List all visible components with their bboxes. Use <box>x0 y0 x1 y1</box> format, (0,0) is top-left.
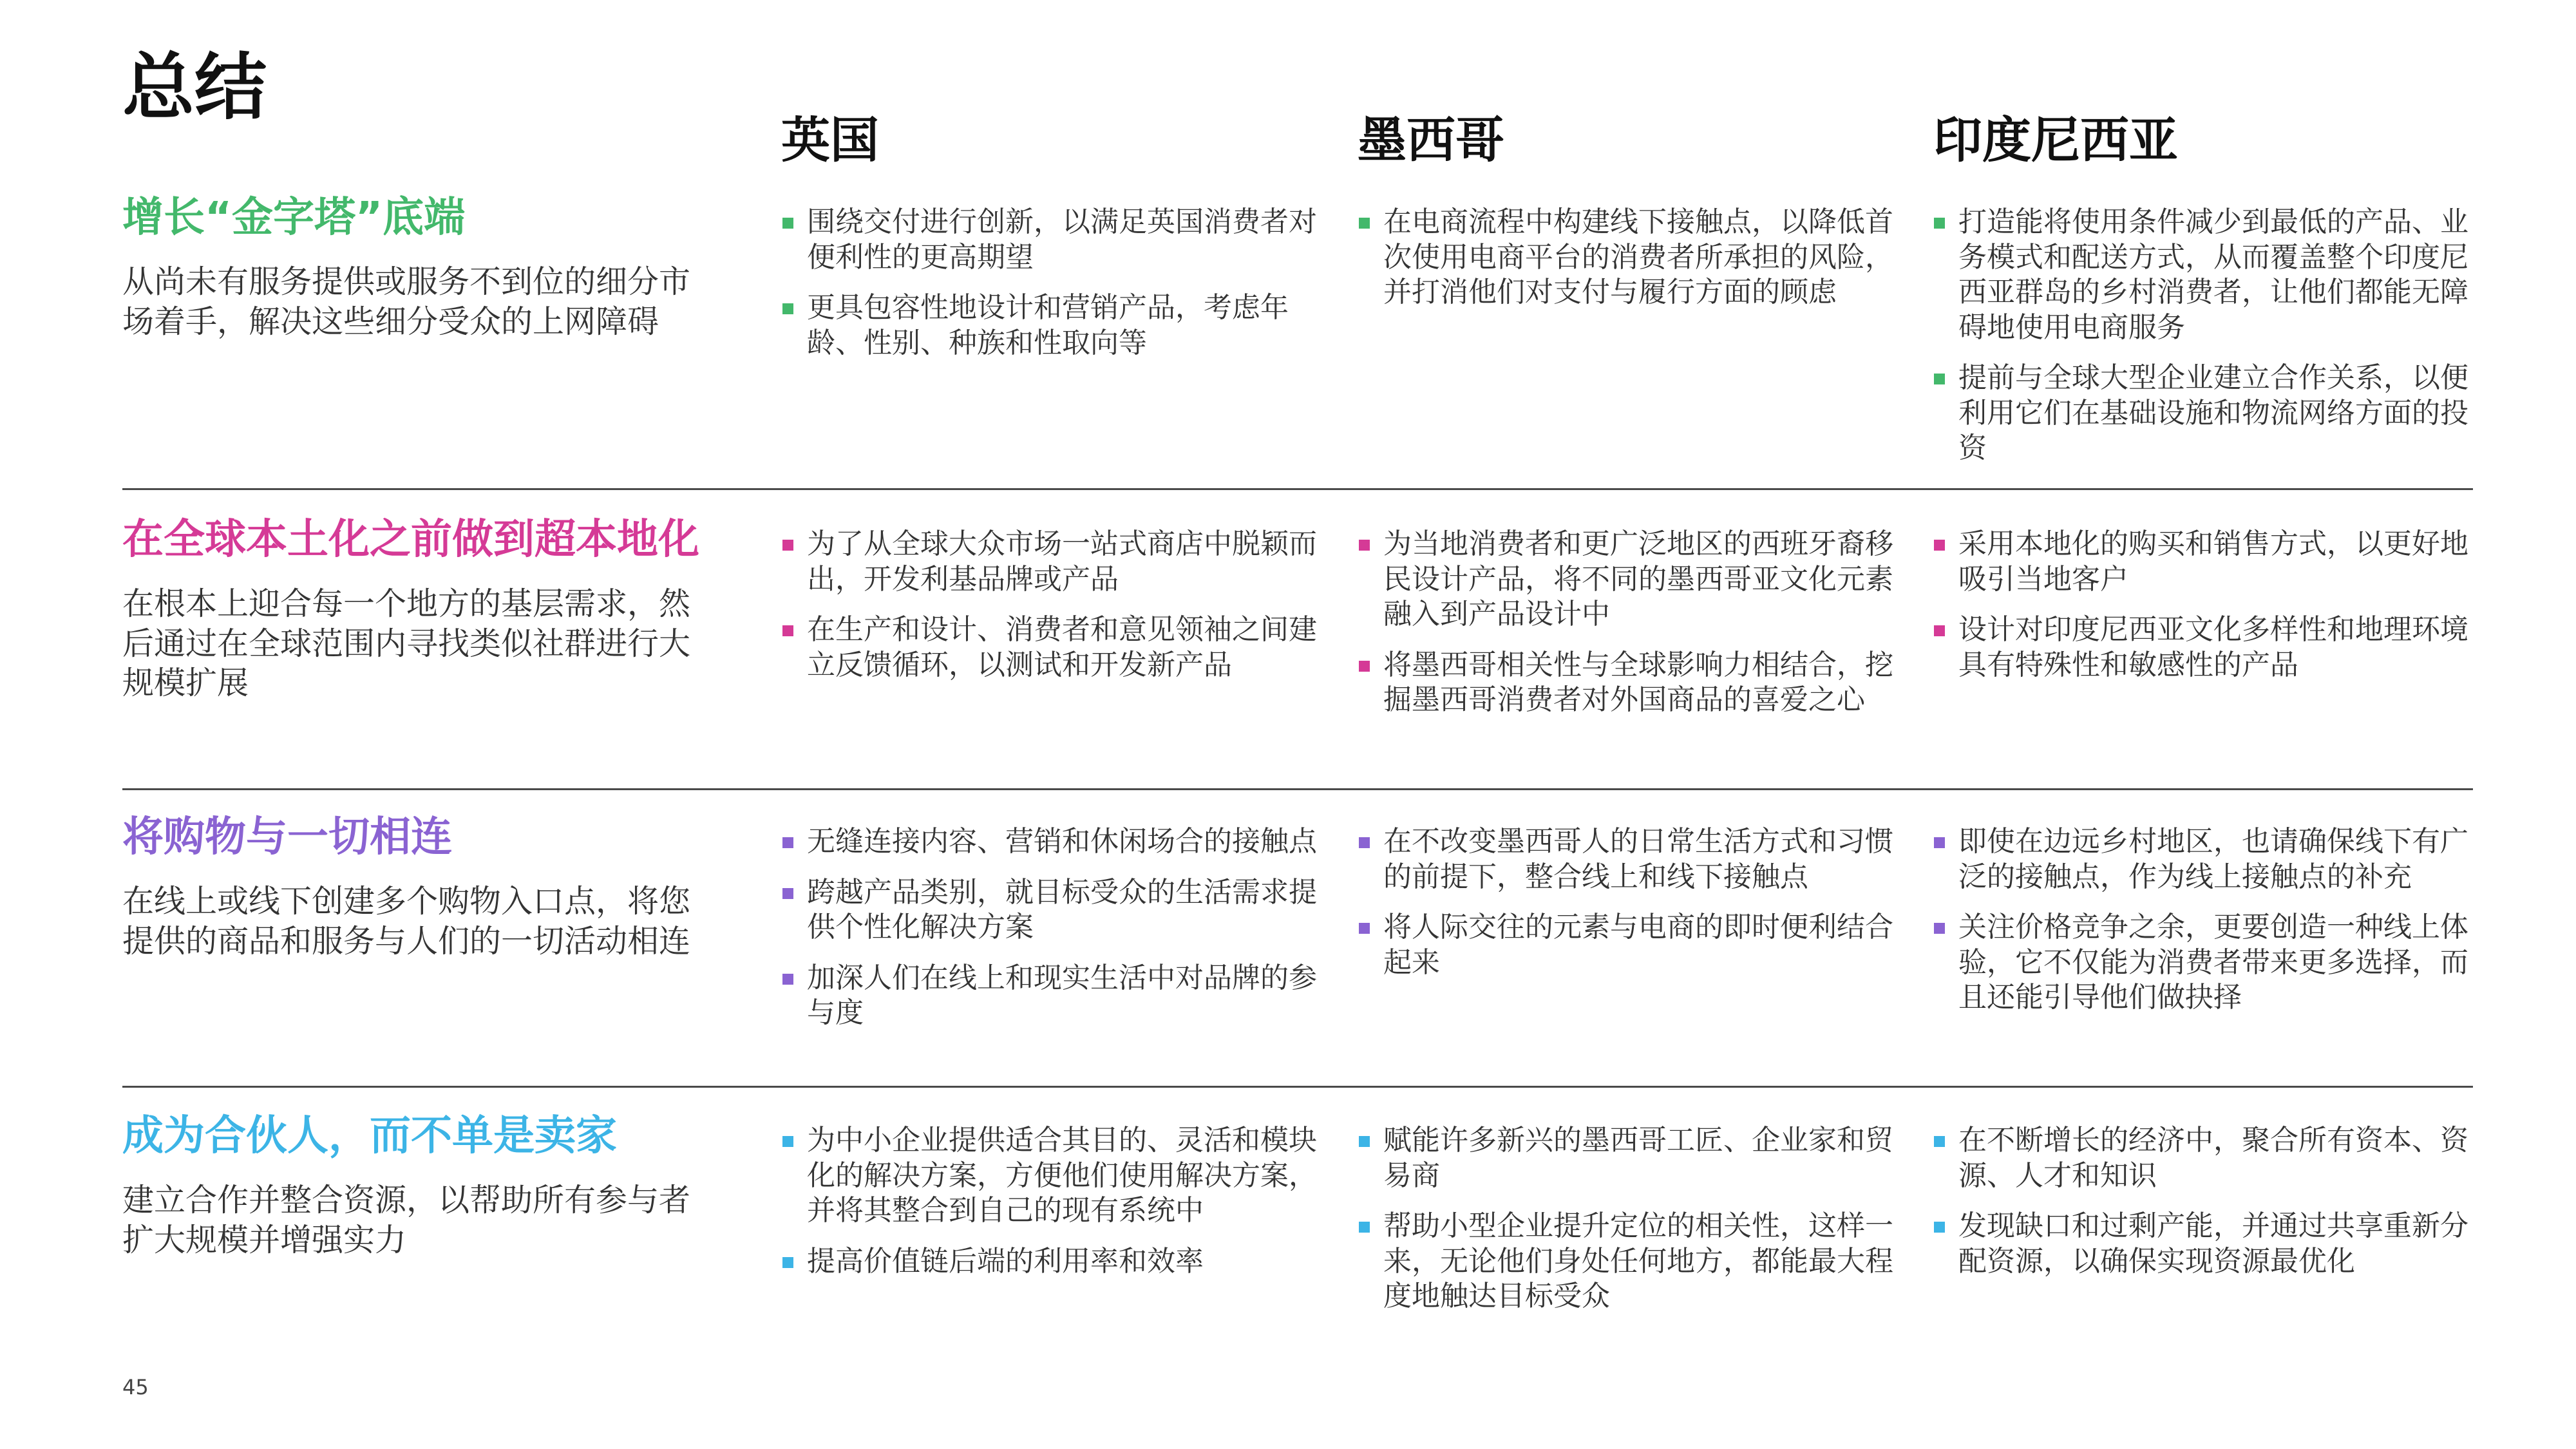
bullet-square-icon <box>782 974 793 985</box>
bullet-square-icon <box>782 218 793 229</box>
bullet-list-indonesia <box>1934 527 2491 698</box>
bullet-text: 为了从全球大众市场一站式商店中脱颖而出，开发利基品牌或产品 <box>807 527 1317 596</box>
bullet-item <box>1359 824 1916 895</box>
bullet-square-icon <box>782 1136 793 1147</box>
bullet-text: 赋能许多新兴的墨西哥工匠、企业家和贸易商 <box>1383 1124 1893 1192</box>
bullet-square-icon <box>1934 218 1945 229</box>
section-description: 在线上或线下创建多个购物入口点，将您提供的商品和服务与人们的一切活动相连 <box>122 882 691 960</box>
bullet-text: 打造能将使用条件减少到最低的产品、业务模式和配送方式，从而覆盖整个印度尼西亚群岛的乡村消费者，让他们都能无障碍地使用电商服务 <box>1958 205 2468 344</box>
bullet-list-mexico <box>1359 824 1916 996</box>
bullet-text: 为中小企业提供适合其目的、灵活和模块化的解决方案，方便他们使用解决方案，并将其整合到自己的现有系统中 <box>807 1124 1317 1227</box>
bullet-item <box>782 205 1340 275</box>
bullet-text: 围绕交付进行创新，以满足英国消费者对便利性的更高期望 <box>807 205 1317 274</box>
bullet-item <box>782 290 1340 361</box>
bullet-text: 无缝连接内容、营销和休闲场合的接触点 <box>807 825 1317 858</box>
bullet-square-icon <box>1359 661 1370 672</box>
bullet-item <box>1934 527 2491 597</box>
page-number: 45 <box>122 1375 149 1399</box>
bullet-text: 将墨西哥相关性与全球影响力相结合，挖掘墨西哥消费者对外国商品的喜爱之心 <box>1383 648 1893 717</box>
bullet-text: 发现缺口和过剩产能，并通过共享重新分配资源，以确保实现资源最优化 <box>1958 1209 2468 1278</box>
bullet-list-mexico <box>1359 527 1916 734</box>
bullet-item <box>782 875 1340 945</box>
section-intro <box>122 813 721 961</box>
bullet-item <box>782 961 1340 1031</box>
bullet-square-icon <box>1359 540 1370 551</box>
section-title: 成为合伙人，而不单是卖家 <box>122 1112 617 1160</box>
bullet-item <box>782 612 1340 683</box>
bullet-square-icon <box>782 1257 793 1268</box>
section-3 <box>122 813 2473 1088</box>
bullet-item <box>1934 1209 2491 1279</box>
bullet-text: 更具包容性地设计和营销产品，考虑年龄、性别、种族和性取向等 <box>807 291 1289 359</box>
bullet-item <box>1934 1123 2491 1193</box>
bullet-list-mexico <box>1359 205 1916 326</box>
section-title: 增长“金字塔”底端 <box>122 194 466 242</box>
bullet-text: 为当地消费者和更广泛地区的西班牙裔移民设计产品，将不同的墨西哥亚文化元素融入到产品设计中 <box>1383 527 1893 631</box>
bullet-text: 加深人们在线上和现实生活中对品牌的参与度 <box>807 961 1317 1030</box>
bullet-list-mexico <box>1359 1123 1916 1330</box>
section-intro <box>122 193 721 341</box>
bullet-square-icon <box>1359 923 1370 934</box>
bullet-square-icon <box>1934 540 1945 551</box>
bullet-text: 关注价格竞争之余，更要创造一种线上体验，它不仅能为消费者带来更多选择，而且还能引导他们做抉择 <box>1958 911 2468 1014</box>
bullet-square-icon <box>782 303 793 314</box>
bullet-item <box>1359 648 1916 718</box>
bullet-text: 设计对印度尼西亚文化多样性和地理环境具有特殊性和敏感性的产品 <box>1958 613 2468 681</box>
bullet-square-icon <box>1934 923 1945 934</box>
bullet-text: 在生产和设计、消费者和意见领袖之间建立反馈循环，以测试和开发新产品 <box>807 613 1317 681</box>
bullet-square-icon <box>1934 374 1945 384</box>
section-intro <box>122 1112 721 1260</box>
bullet-text: 即使在边远乡村地区，也请确保线下有广泛的接触点，作为线上接触点的补充 <box>1958 825 2468 893</box>
bullet-square-icon <box>1934 1136 1945 1147</box>
bullet-item <box>782 1123 1340 1229</box>
bullet-square-icon <box>782 837 793 848</box>
bullet-item <box>782 824 1340 860</box>
bullet-item <box>1359 1209 1916 1314</box>
bullet-square-icon <box>782 888 793 899</box>
bullet-item <box>1934 910 2491 1016</box>
column-header-indonesia: 印度尼西亚 <box>1933 111 2178 169</box>
bullet-list-uk <box>782 1123 1340 1294</box>
section-description: 建立合作并整合资源，以帮助所有参与者扩大规模并增强实力 <box>122 1181 691 1258</box>
bullet-list-uk <box>782 205 1340 376</box>
bullet-list-uk <box>782 824 1340 1046</box>
bullet-item <box>1934 205 2491 345</box>
column-header-uk: 英国 <box>781 111 879 169</box>
bullet-item <box>782 527 1340 597</box>
bullet-square-icon <box>1934 1222 1945 1233</box>
bullet-text: 将人际交往的元素与电商的即时便利结合起来 <box>1383 911 1893 979</box>
bullet-text: 采用本地化的购买和销售方式，以更好地吸引当地客户 <box>1958 527 2468 596</box>
section-4 <box>122 1112 2473 1356</box>
section-2 <box>122 515 2473 790</box>
bullet-square-icon <box>1359 1136 1370 1147</box>
bullet-list-indonesia <box>1934 1123 2491 1294</box>
bullet-text: 在不断增长的经济中，聚合所有资本、资源、人才和知识 <box>1958 1124 2468 1192</box>
bullet-item <box>1934 612 2491 683</box>
bullet-list-indonesia <box>1934 824 2491 1031</box>
bullet-square-icon <box>782 540 793 551</box>
page-title: 总结 <box>122 46 267 129</box>
section-intro <box>122 515 721 703</box>
bullet-text: 提高价值链后端的利用率和效率 <box>807 1244 1204 1278</box>
bullet-text: 帮助小型企业提升定位的相关性，这样一来，无论他们身处任何地方，都能最大程度地触达目标受众 <box>1383 1209 1893 1313</box>
bullet-text: 在不改变墨西哥人的日常生活方式和习惯的前提下，整合线上和线下接触点 <box>1383 825 1893 893</box>
bullet-square-icon <box>1934 837 1945 848</box>
bullet-item <box>1359 910 1916 980</box>
bullet-text: 在电商流程中构建线下接触点，以降低首次使用电商平台的消费者所承担的风险，并打消他们对支付与履行方面的顾虑 <box>1383 205 1893 309</box>
bullet-square-icon <box>1359 218 1370 229</box>
section-title: 在全球本土化之前做到超本地化 <box>122 516 699 564</box>
bullet-square-icon <box>1934 625 1945 636</box>
bullet-item <box>1359 1123 1916 1193</box>
bullet-square-icon <box>782 625 793 636</box>
bullet-item <box>1359 205 1916 310</box>
bullet-item <box>1359 527 1916 632</box>
bullet-text: 跨越产品类别，就目标受众的生活需求提供个性化解决方案 <box>807 875 1317 944</box>
bullet-square-icon <box>1359 1222 1370 1233</box>
column-header-mexico: 墨西哥 <box>1358 111 1504 169</box>
bullet-list-uk <box>782 527 1340 698</box>
section-1 <box>122 193 2473 490</box>
section-title: 将购物与一切相连 <box>122 813 452 861</box>
bullet-text: 提前与全球大型企业建立合作关系，以便利用它们在基础设施和物流网络方面的投资 <box>1958 361 2468 465</box>
bullet-list-indonesia <box>1934 205 2491 482</box>
bullet-square-icon <box>1359 837 1370 848</box>
section-description: 从尚未有服务提供或服务不到位的细分市场着手，解决这些细分受众的上网障碍 <box>122 263 691 340</box>
bullet-item <box>1934 824 2491 895</box>
bullet-item <box>782 1244 1340 1280</box>
section-description: 在根本上迎合每一个地方的基层需求，然后通过在全球范围内寻找类似社群进行大规模扩展 <box>122 585 691 702</box>
bullet-item <box>1934 361 2491 466</box>
